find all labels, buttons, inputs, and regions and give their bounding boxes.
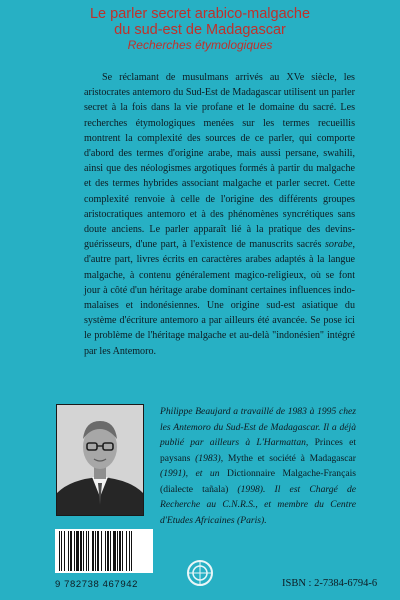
blurb-paragraph (84, 70, 355, 359)
bio-text-4: (1998). Il est Chargé de Recherche au C.N.R.S., et membre du Centre d'Etudes Africaines (Paris). (160, 483, 356, 526)
blurb-sorabe: sorabe (324, 239, 353, 251)
bio-book-3: Dictionnaire Malgache-Français (dialecte tañala) (160, 468, 356, 495)
publisher-logo (186, 559, 214, 592)
barcode-digits: 9 782738 467942 (55, 579, 138, 590)
bio-text-2: (1983), (190, 452, 228, 464)
blurb-text-1: Se réclamant de musulmans arrivés au XVe siècle, les aristocrates antemoro du Sud-Est de Madagascar utilisent un parler secret à la fois dans la vie profane et le domaine du sacré. Les recherches étymologiques menées sur les termes recueillis montrent la complexité des sources de ce parler, qui comporte d'abord des termes d'origine arabe, mais aussi persane, swahili, ainsi que des néologismes argotiques formés à partir du malgache et des termes hybrides associant malgache et parler secret. Cette complexité renvoie à celle de l'origine des différents groupes aristocratiques antemoro et à des phénomènes syncrétiques sans doute anciens. Le parler apparaît lié à la pratique des devins-guérisseurs, d'une part, à l'existence de manuscrits sacrés (84, 72, 355, 251)
harmattan-logo-icon (186, 559, 214, 587)
bio-text-3: (1991), et un (160, 468, 228, 479)
bio-book-1: Princes et paysans (160, 437, 356, 464)
author-portrait-icon (57, 405, 143, 515)
barcode (55, 529, 153, 590)
book-subtitle: Recherches étymologiques (127, 38, 273, 52)
book-title-line-2: du sud-est de Madagascar (114, 22, 286, 38)
blurb (84, 70, 355, 359)
author-bio (160, 404, 356, 528)
barcode-icon (55, 529, 153, 573)
bio-text-1: Philippe Beaujard a travaillé de 1983 à 1995 chez les Antemoro du Sud-Est de Madagascar. Il a déjà publié par ailleurs à L'Harmattan, (160, 406, 356, 448)
blurb-text-2: , d'autre part, livres écrits en caractères arabes adaptés à la langue malgache, à contenu généralement magico-religieux, où se font jour à côté d'un héritage arabe dominant certaines influences indo-malaises et indonésiennes. Une origine sud-est asiatique du système d'écriture antemoro a par ailleurs été avancée. Se pose ici le problème de l'héritage malgache et au-delà "indonésien" intégré par les Antemoro. (84, 239, 355, 357)
bio-book-2: Mythe et société à Madagascar (227, 452, 356, 464)
isbn-number: ISBN : 2-7384-6794-6 (282, 578, 378, 589)
book-title-line-1: Le parler secret arabico-malgache (89, 6, 311, 22)
title-block (0, 6, 400, 53)
author-photo (56, 404, 144, 516)
